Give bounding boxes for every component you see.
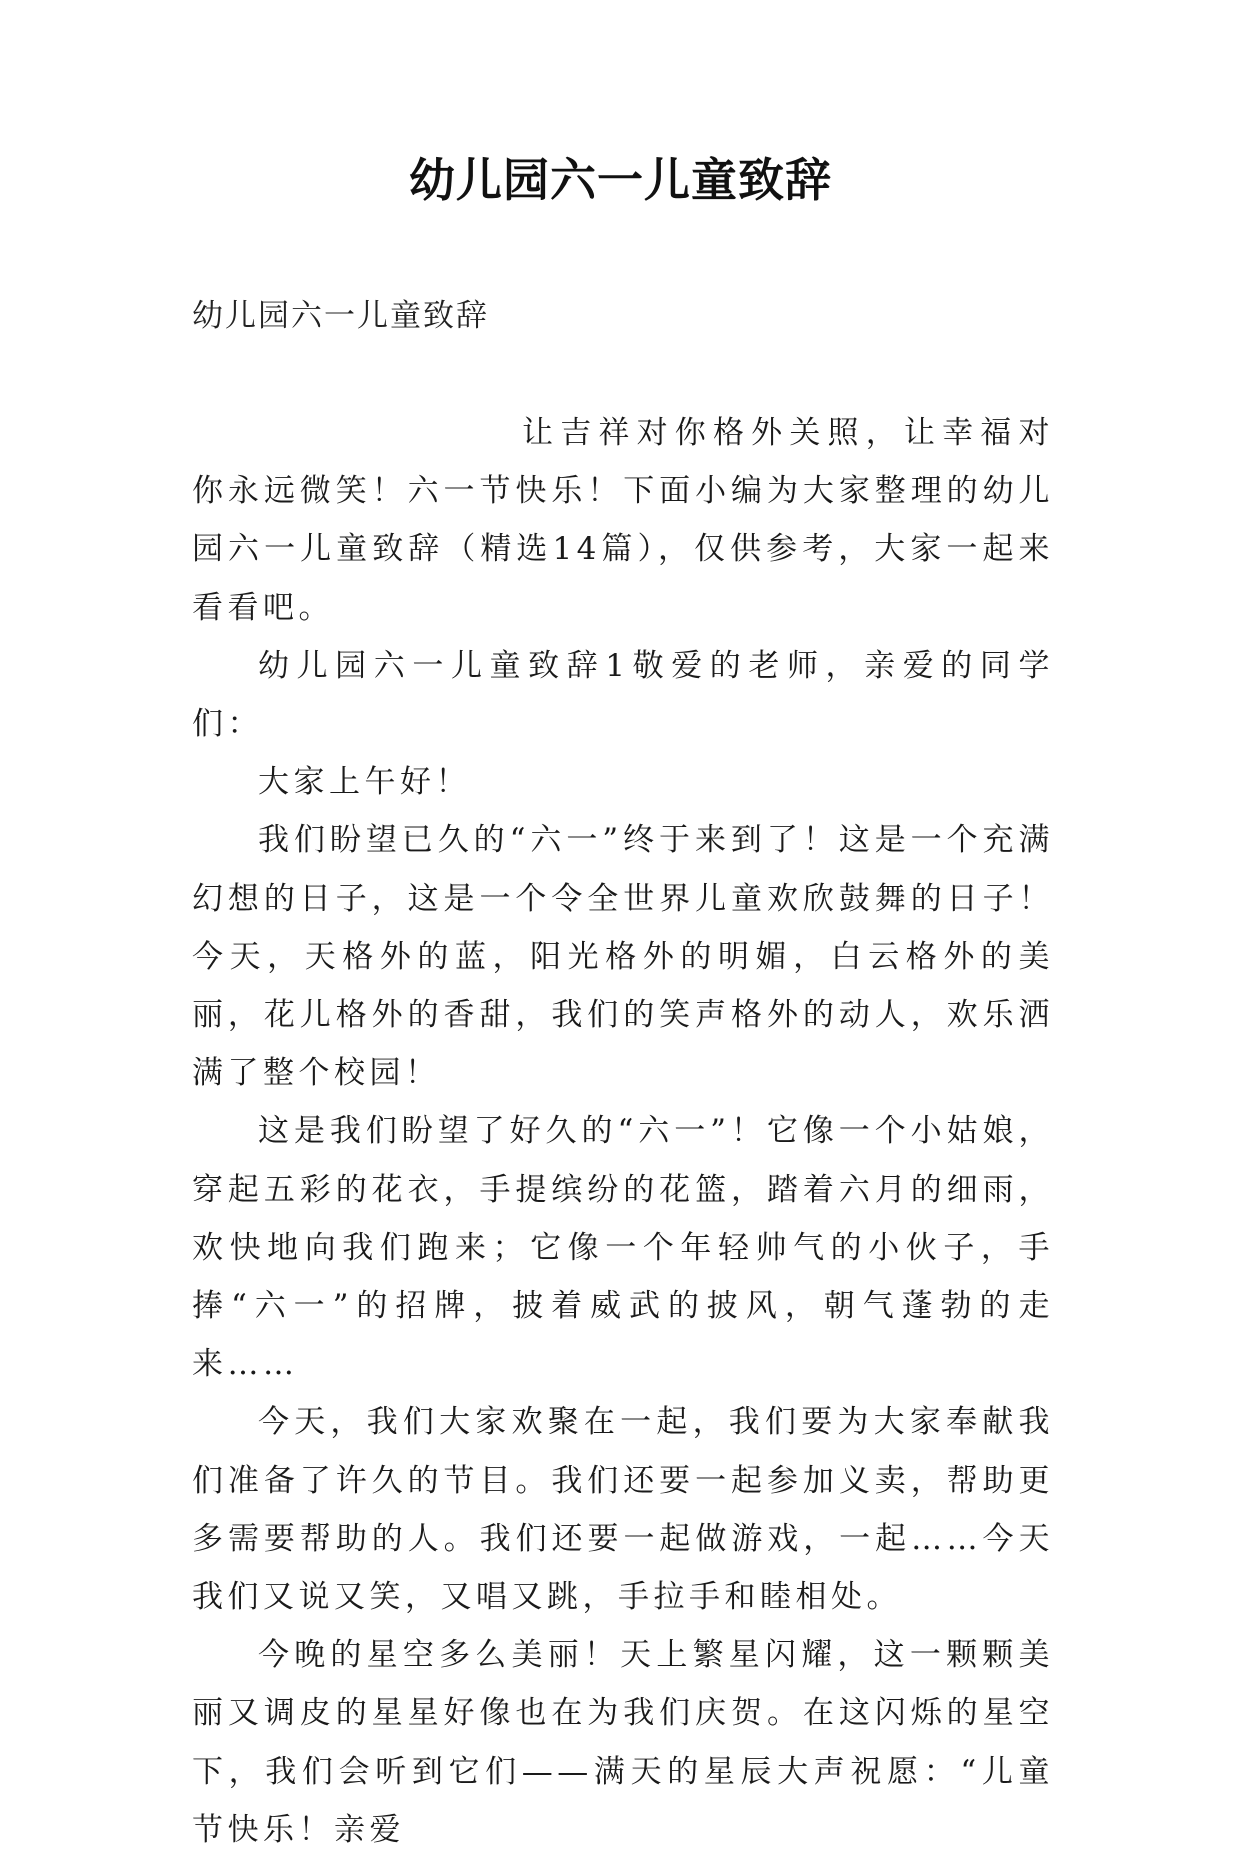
paragraph: 我们盼望已久的“六一”终于来到了！这是一个充满幻想的日子，这是一个令全世界儿童欢欣鼓舞的日子！今天，天格外的蓝，阳光格外的明媚，白云格外的美丽，花儿格外的香甜，我们的笑声格外的动人，欢乐洒满了整个校园！ [192, 822, 1054, 1092]
document-body [192, 404, 1054, 1859]
paragraph-greeting: 大家上午好！ [258, 764, 471, 801]
document-subtitle: 幼儿园六一儿童致辞 [192, 298, 489, 334]
paragraph: 今天，我们大家欢聚在一起，我们要为大家奉献我们准备了许久的节目。我们还要一起参加义卖，帮助更多需要帮助的人。我们还要一起做游戏，一起……今天我们又说又笑，又唱又跳，手拉手和睦相处。 [192, 1404, 1054, 1616]
paragraph: 今晚的星空多么美丽！天上繁星闪耀，这一颗颗美丽又调皮的星星好像也在为我们庆贺。在这闪烁的星空下，我们会听到它们——满天的星辰大声祝愿：“儿童节快乐！亲爱 [192, 1637, 1054, 1848]
paragraph: 这是我们盼望了好久的“六一”！它像一个小姑娘，穿起五彩的花衣，手提缤纷的花篮，踏着六月的细雨，欢快地向我们跑来；它像一个年轻帅气的小伙子，手捧“六一”的招牌，披着威武的披风，朝气蓬勃的走来…… [192, 1113, 1054, 1383]
document-title: 幼儿园六一儿童致辞 [409, 153, 832, 207]
paragraph-intro: 让吉祥对你格外关照，让幸福对你永远微笑！六一节快乐！下面小编为大家整理的幼儿园六一儿童致辞（精选14篇），仅供参考，大家一起来看看吧。 [192, 415, 1054, 626]
paragraph-greeting-heading: 幼儿园六一儿童致辞1敬爱的老师，亲爱的同学们： [192, 647, 1054, 743]
